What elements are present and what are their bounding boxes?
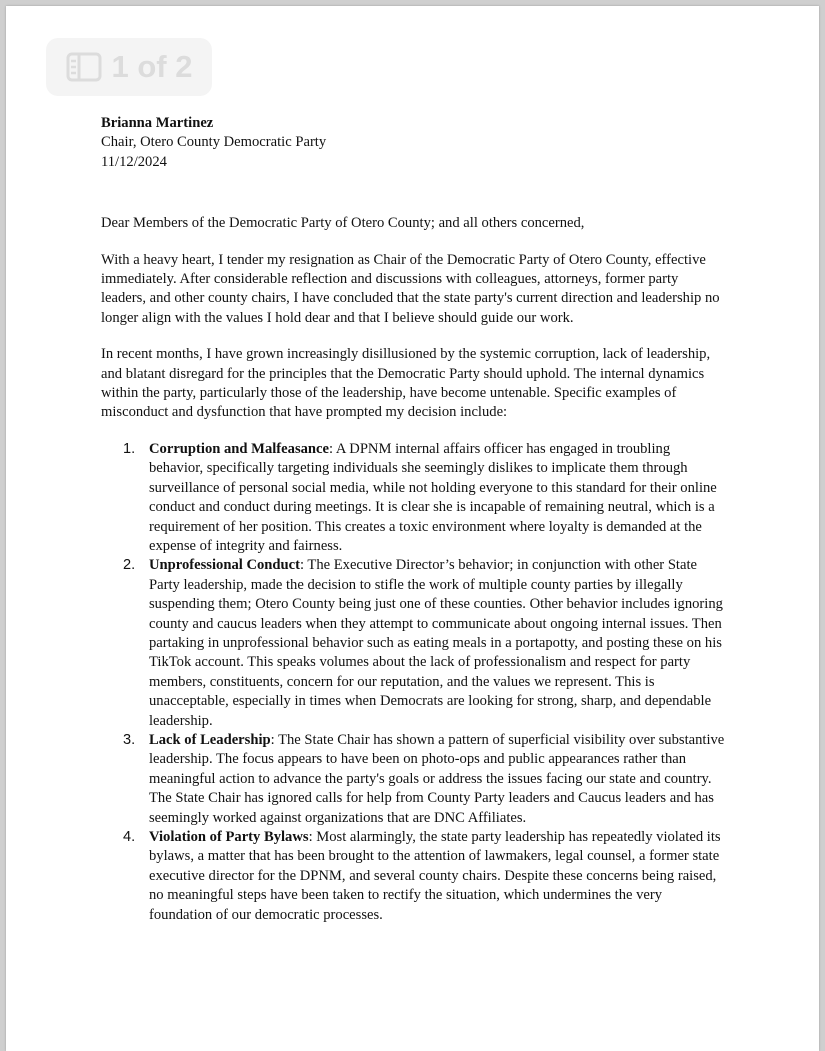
salutation: Dear Members of the Democratic Party of Otero County; and all others concerned, [101, 215, 585, 232]
list-item-title: Lack of Leadership [149, 731, 271, 748]
list-item-text: : The Executive Director’s behavior; in conjunction with other State Party leadership, made the decision to stifle the work of multiple county parties by illegally suspending them; Otero County being just one of these counties. Other behavior includes ignoring county and caucus leaders when they attempt to communicate about ongoing internal issues. Then partaking in unprofessional behavior such as eating meals in a portapotty, and posting these on his TikTok account. This speaks volumes about the lack of professionalism and respect for party members, constituents, concern for our reputation, and the values we represent. This is unacceptable, especially in times when Democrats are looking for strong, sharp, and dependable leadership. [149, 557, 723, 729]
page-indicator[interactable] [46, 38, 212, 96]
sidebar-icon [66, 52, 102, 82]
paragraph-resignation: With a heavy heart, I tender my resignation as Chair of the Democratic Party of Otero County, effective immediately. After considerable reflection and discussions with colleagues, attorneys, former party leaders, and other county chairs, I have concluded that the state party's current direction and leadership no longer align with the values I hold dear and that I believe should guide our work. [101, 251, 720, 326]
paragraph-disillusionment: In recent months, I have grown increasingly disillusioned by the systemic corruption, lack of leadership, and blatant disregard for the principles that the Democratic Party should uphold. The internal dynamics within the party, particularly those of the leadership, have become untenable. Specific examples of misconduct and dysfunction that have prompted my decision include: [101, 346, 711, 421]
list-item-text: : A DPNM internal affairs officer has engaged in troubling behavior, specifically targeting individuals she seemingly dislikes to implicate them through surveillance of personal social media, while not holding everyone to this standard for their online conduct and conduct during meetings. It is clear she is incapable of remaining neutral, which is a requirement of her position. This creates a toxic environment where loyalty is demanded at the expense of integrity and fairness. [149, 440, 717, 554]
list-item-text: : The State Chair has shown a pattern of superficial visibility over substantive leadership. The focus appears to have been on photo-ops and public appearances rather than meaningful action to advance the party's goals or address the issues facing our state and country. The State Chair has ignored calls for help from County Party leaders and Caucus leaders and has seemingly worked against organizations that are DNC Affiliates. [149, 731, 725, 826]
document-page[interactable] [6, 6, 819, 1051]
list-item-title: Violation of Party Bylaws [149, 829, 309, 845]
issues-list [101, 440, 726, 925]
list-item-number: 4. [123, 829, 136, 845]
list-item-number: 3. [123, 731, 136, 748]
list-item [123, 556, 726, 731]
sender-name: Brianna Martinez [101, 115, 214, 131]
list-item-number: 2. [123, 557, 136, 574]
page-indicator-text: 1 of 2 [111, 49, 193, 84]
sender-title: Chair, Otero County Democratic Party [101, 134, 327, 151]
list-item-title: Unprofessional Conduct [149, 557, 300, 574]
letter-header [101, 114, 726, 172]
list-item-title: Corruption and Malfeasance [149, 440, 329, 457]
list-item-text: : Most alarmingly, the state party leadership has repeatedly violated its bylaws, a matter that has been brought to the attention of lawmakers, legal counsel, a former state executive director for the DPNM, and several county chairs. Despite these concerns being raised, no meaningful steps have been taken to rectify the situation, which undermines the very foundation of our democratic processes. [149, 829, 721, 923]
list-item [123, 731, 726, 828]
list-item [123, 828, 726, 925]
letter-body [101, 114, 726, 925]
letter-date: 11/12/2024 [101, 153, 167, 170]
list-item [123, 440, 726, 556]
list-item-number: 1. [123, 440, 136, 457]
